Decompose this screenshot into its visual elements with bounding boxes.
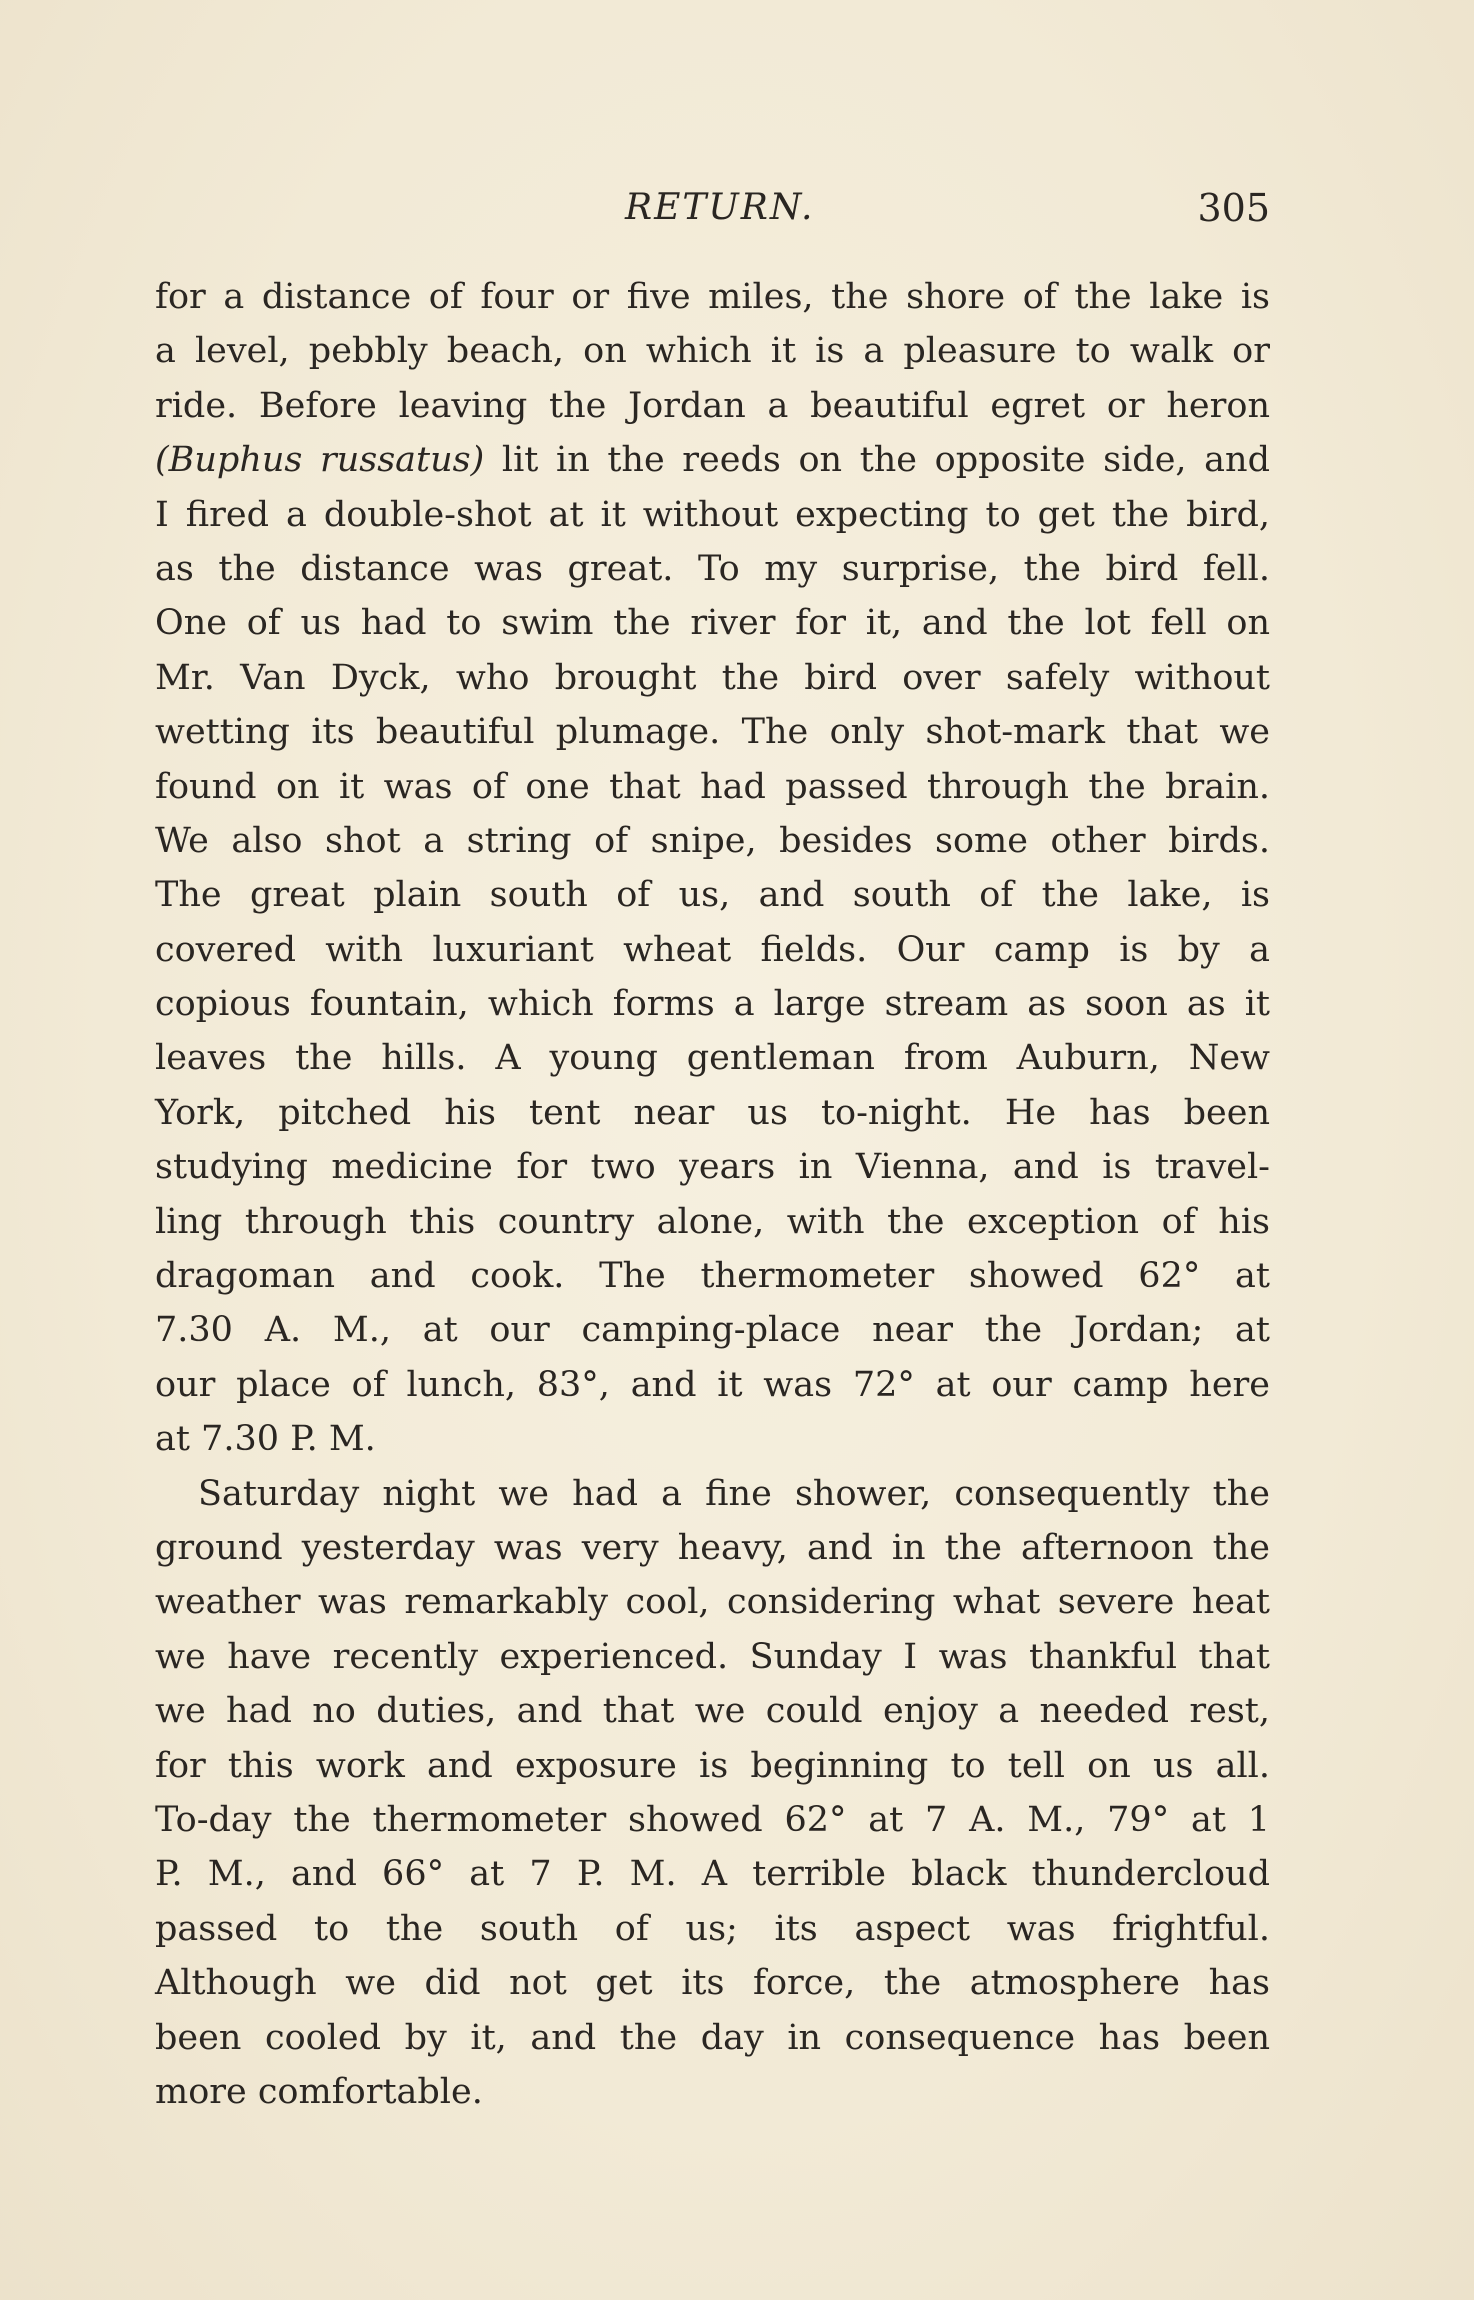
text-line: Although we did not get its force, the atmosphere has — [155, 1963, 1270, 2004]
text-line: we had no duties, and that we could enjoy a needed rest, — [155, 1691, 1270, 1732]
text-line: One of us had to swim the river for it, and the lot fell on — [155, 603, 1270, 644]
text-line: York, pitched his tent near us to-night. He has been — [155, 1092, 1270, 1133]
text-line: for a distance of four or five miles, the shore of the lake is — [155, 277, 1270, 317]
text-line: at 7.30 P. M. — [155, 1419, 376, 1460]
text-line: for this work and exposure is beginning to tell on us all. — [155, 1745, 1270, 1786]
text-line: we have recently experienced. Sunday I was thankful that — [155, 1636, 1270, 1677]
text-line: 7.30 A. M., at our camping-place near the Jordan; at — [155, 1310, 1270, 1351]
text-line: our place of lunch, 83°, and it was 72° at our camp here — [155, 1364, 1270, 1405]
text-line: leaves the hills. A young gentleman from Auburn, New — [155, 1038, 1270, 1079]
text-line: P. M., and 66° at 7 P. M. A terrible black thundercloud — [155, 1854, 1270, 1895]
text-line: We also shot a string of snipe, besides some other birds. — [155, 820, 1270, 861]
text-line: ground yesterday was very heavy, and in the afternoon the — [155, 1527, 1270, 1568]
text-line-rest: lit in the reeds on the opposite side, and — [501, 440, 1270, 481]
text-line: ling through this country alone, with the exception of his — [155, 1201, 1270, 1242]
text-line: a level, pebbly beach, on which it is a pleasure to walk or — [155, 331, 1270, 372]
text-line: found on it was of one that had passed through the brain. — [155, 766, 1270, 807]
text-line: been cooled by it, and the day in consequence has been — [155, 2017, 1270, 2058]
running-head: RETURN. — [625, 187, 815, 228]
text-line: To-day the thermometer showed 62° at 7 A. M., 79° at 1 — [155, 1799, 1270, 1840]
text-line: weather was remarkably cool, considering what severe heat — [155, 1582, 1270, 1623]
text-line: Mr. Van Dyck, who brought the bird over safely without — [155, 657, 1270, 698]
page-header — [155, 178, 1270, 238]
page-number: 305 — [1197, 186, 1270, 230]
text-line: wetting its beautiful plumage. The only shot-mark that we — [155, 712, 1270, 753]
text-line: The great plain south of us, and south of the lake, is — [155, 875, 1270, 916]
text-line: dragoman and cook. The thermometer showed 62° at — [155, 1256, 1270, 1297]
text-line: ride. Before leaving the Jordan a beautiful egret or heron — [155, 385, 1270, 426]
text-line: Saturday night we had a fine shower, consequently the — [198, 1473, 1270, 1514]
text-line-with-italic — [155, 433, 1270, 487]
text-line: more comfortable. — [155, 2071, 483, 2112]
body-text — [155, 270, 1270, 2119]
text-line: passed to the south of us; its aspect was frightful. — [155, 1908, 1270, 1949]
text-line: I fired a double-shot at it without expecting to get the bird, — [155, 494, 1270, 535]
text-line: covered with luxuriant wheat fields. Our camp is by a — [155, 929, 1270, 970]
text-line: studying medicine for two years in Vienna, and is travel- — [155, 1147, 1270, 1188]
text-line: copious fountain, which forms a large stream as soon as it — [155, 984, 1270, 1025]
species-name: (Buphus russatus) — [155, 440, 485, 481]
text-line: as the distance was great. To my surprise, the bird fell. — [155, 548, 1270, 589]
